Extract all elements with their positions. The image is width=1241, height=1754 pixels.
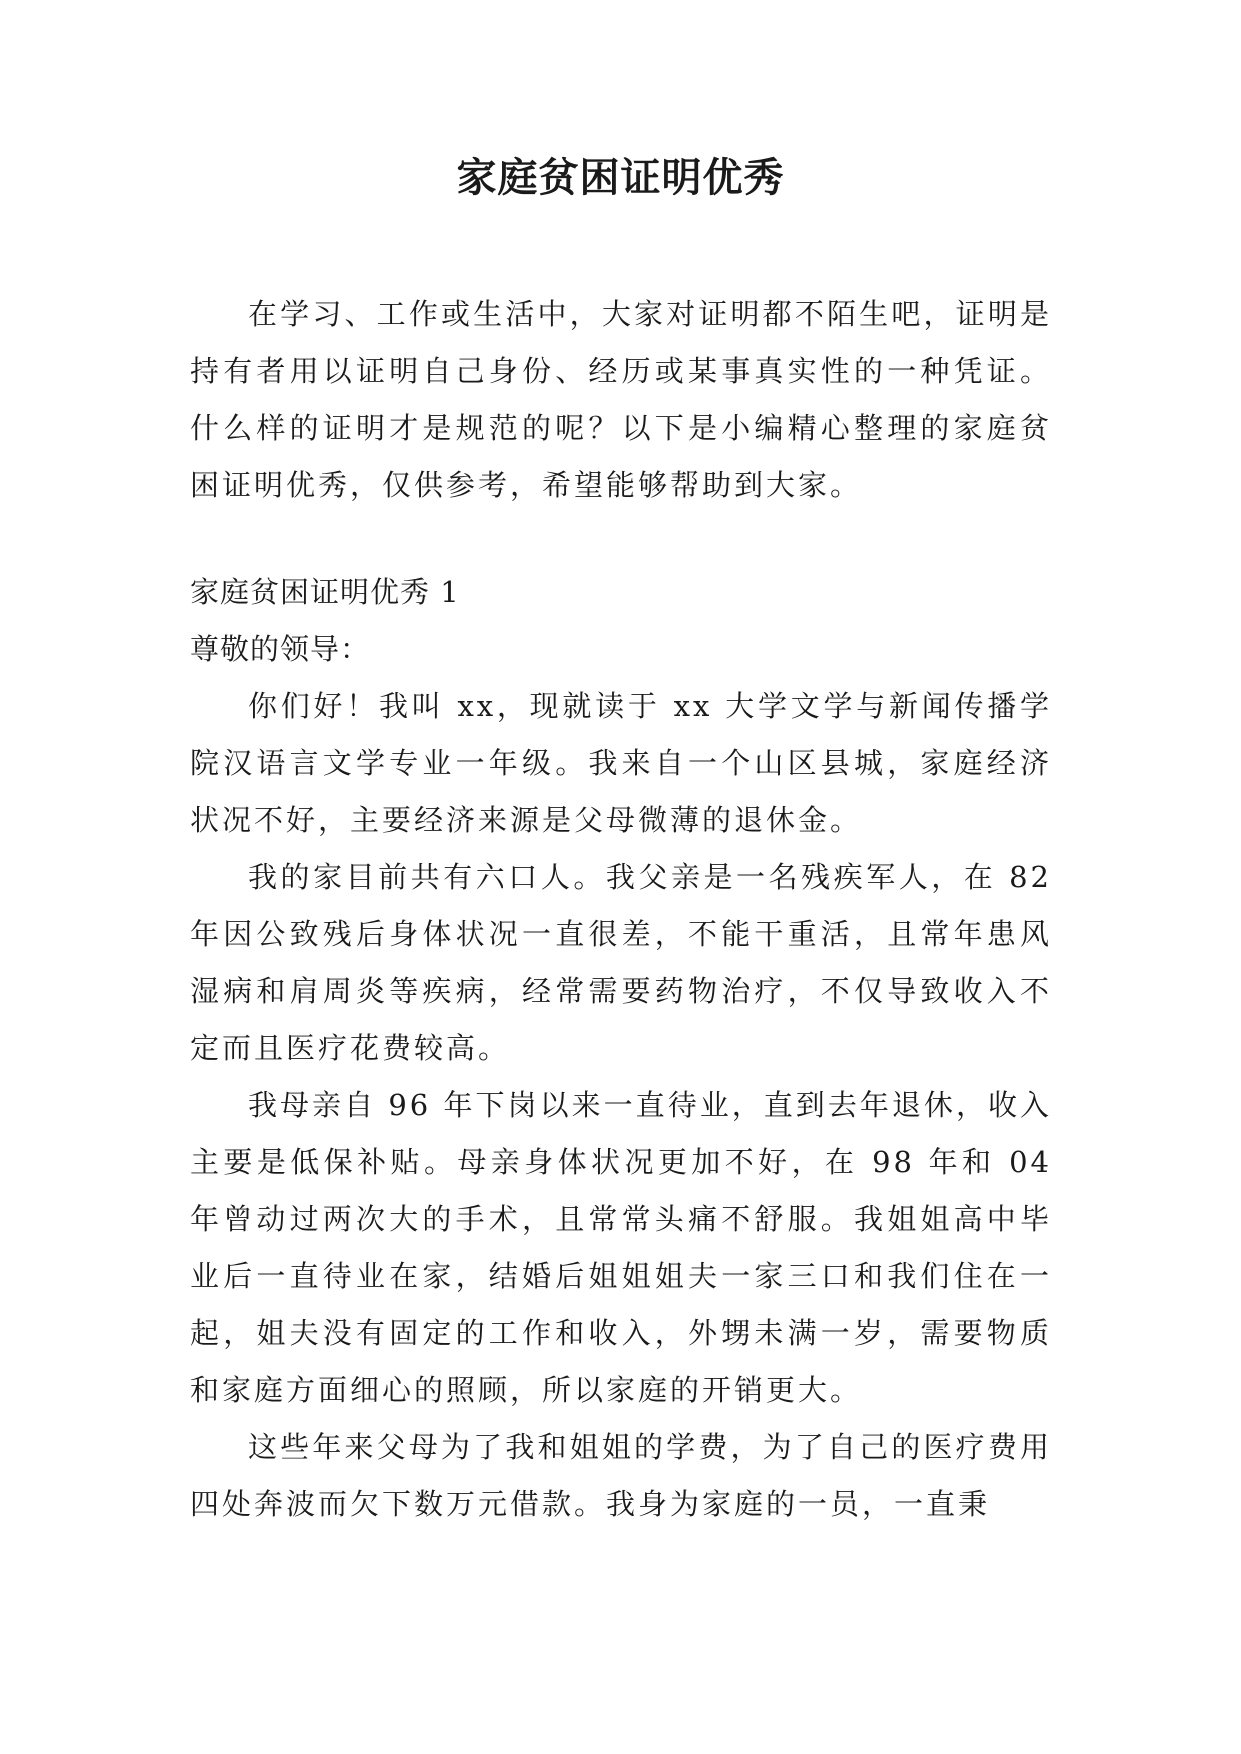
intro-paragraph: 在学习、工作或生活中，大家对证明都不陌生吧，证明是持有者用以证明自己身份、经历或某事真实性的一种凭证。什么样的证明才是规范的呢？以下是小编精心整理的家庭贫困证明优秀，仅供参考，希望能够帮助到大家。 <box>190 297 1052 502</box>
body-paragraph-3: 我母亲自 96 年下岗以来一直待业，直到去年退休，收入主要是低保补贴。母亲身体状况更加不好，在 98 年和 04 年曾动过两次大的手术，且常常头痛不舒服。我姐姐高中毕业后一直待业在家，结婚后姐姐姐夫一家三口和我们住在一起，姐夫没有固定的工作和收入，外甥未满一岁，需要物质和家庭方面细心的照顾，所以家庭的开销更大。 <box>190 1088 1052 1407</box>
section-heading: 家庭贫困证明优秀 1 <box>190 575 460 609</box>
body-paragraph-4: 这些年来父母为了我和姐姐的学费，为了自己的医疗费用四处奔波而欠下数万元借款。我身为家庭的一员，一直秉 <box>190 1430 1052 1521</box>
document-title: 家庭贫困证明优秀 <box>456 154 785 201</box>
body-paragraph-2: 我的家目前共有六口人。我父亲是一名残疾军人，在 82 年因公致残后身体状况一直很差，不能干重活，且常年患风湿病和肩周炎等疾病，经常需要药物治疗，不仅导致收入不定而且医疗花费较高。 <box>190 860 1052 1065</box>
body-paragraph-1: 你们好！我叫 xx，现就读于 xx 大学文学与新闻传播学院汉语言文学专业一年级。我来自一个山区县城，家庭经济状况不好，主要经济来源是父母微薄的退休金。 <box>190 689 1052 837</box>
document-body <box>190 286 1052 1533</box>
salutation: 尊敬的领导： <box>190 632 371 666</box>
